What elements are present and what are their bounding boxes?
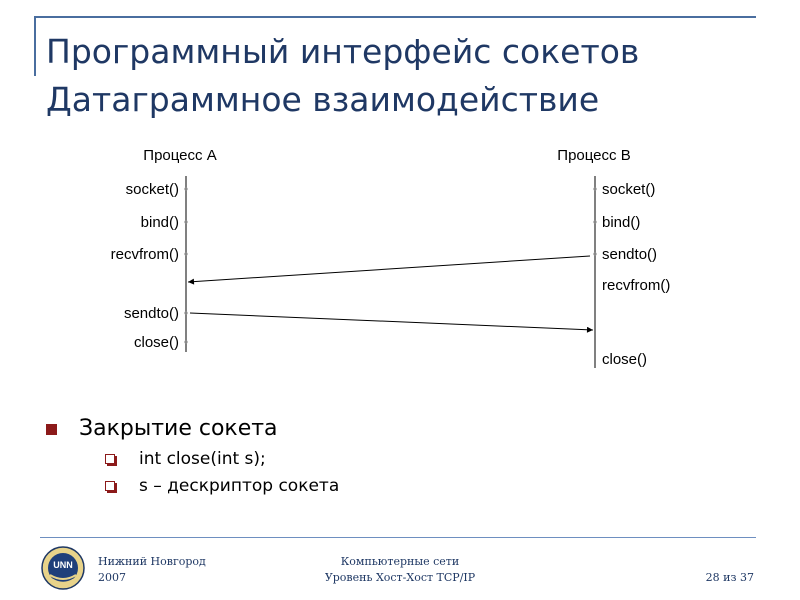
tick-b-socket (593, 187, 596, 190)
bullet-text: Закрытие сокета (79, 416, 278, 441)
footer-course-info (250, 554, 550, 586)
call-a-close: close() (133, 334, 179, 351)
process-a-label: Процесс А (143, 147, 217, 164)
call-a-socket: socket() (125, 181, 179, 198)
call-b-close: close() (602, 351, 648, 368)
call-a-bind: bind() (140, 214, 179, 231)
logo-text: UNN (53, 560, 73, 570)
tick-b-sendto (593, 252, 596, 255)
tick-a-socket (184, 187, 187, 190)
box-bullet-icon (105, 454, 115, 464)
sub-bullet-text: s – дескриптор сокета (139, 476, 340, 496)
sub-bullet-item (103, 446, 339, 473)
call-a-sendto: sendto() (123, 305, 179, 322)
bullet-item (46, 412, 339, 500)
call-b-bind: bind() (602, 214, 641, 231)
bullet-list (46, 412, 339, 500)
unn-logo-icon (40, 545, 86, 591)
footer-location (98, 554, 206, 586)
tick-a-recvfrom (184, 252, 187, 255)
box-bullet-icon (105, 481, 115, 491)
tick-a-close (184, 340, 187, 343)
arrow-b-to-a (188, 256, 590, 282)
page-number: 28 из 37 (705, 571, 754, 584)
call-b-sendto: sendto() (602, 246, 658, 263)
tick-b-bind (593, 220, 596, 223)
title-line-1: Программный интерфейс сокетов (46, 32, 640, 71)
sub-bullet-list (79, 446, 339, 500)
arrow-a-to-b (190, 313, 593, 330)
square-bullet-icon (46, 424, 57, 435)
footer-city: Нижний Новгород (98, 555, 206, 568)
call-b-socket: socket() (602, 181, 656, 198)
footer-divider (40, 537, 756, 538)
title-line-2: Датаграммное взаимодействие (46, 80, 600, 119)
tick-a-sendto (184, 311, 187, 314)
sub-bullet-item (103, 473, 339, 500)
call-a-recvfrom: recvfrom() (110, 246, 179, 263)
sub-bullet-text: int close(int s); (139, 449, 266, 469)
footer-topic: Уровень Хост-Хост TCP/IP (324, 571, 476, 584)
footer-year: 2007 (98, 571, 126, 584)
process-b-label: Процесс В (557, 147, 631, 164)
footer-course: Компьютерные сети (340, 555, 460, 568)
tick-a-bind (184, 220, 187, 223)
call-b-recvfrom: recvfrom() (602, 277, 671, 294)
